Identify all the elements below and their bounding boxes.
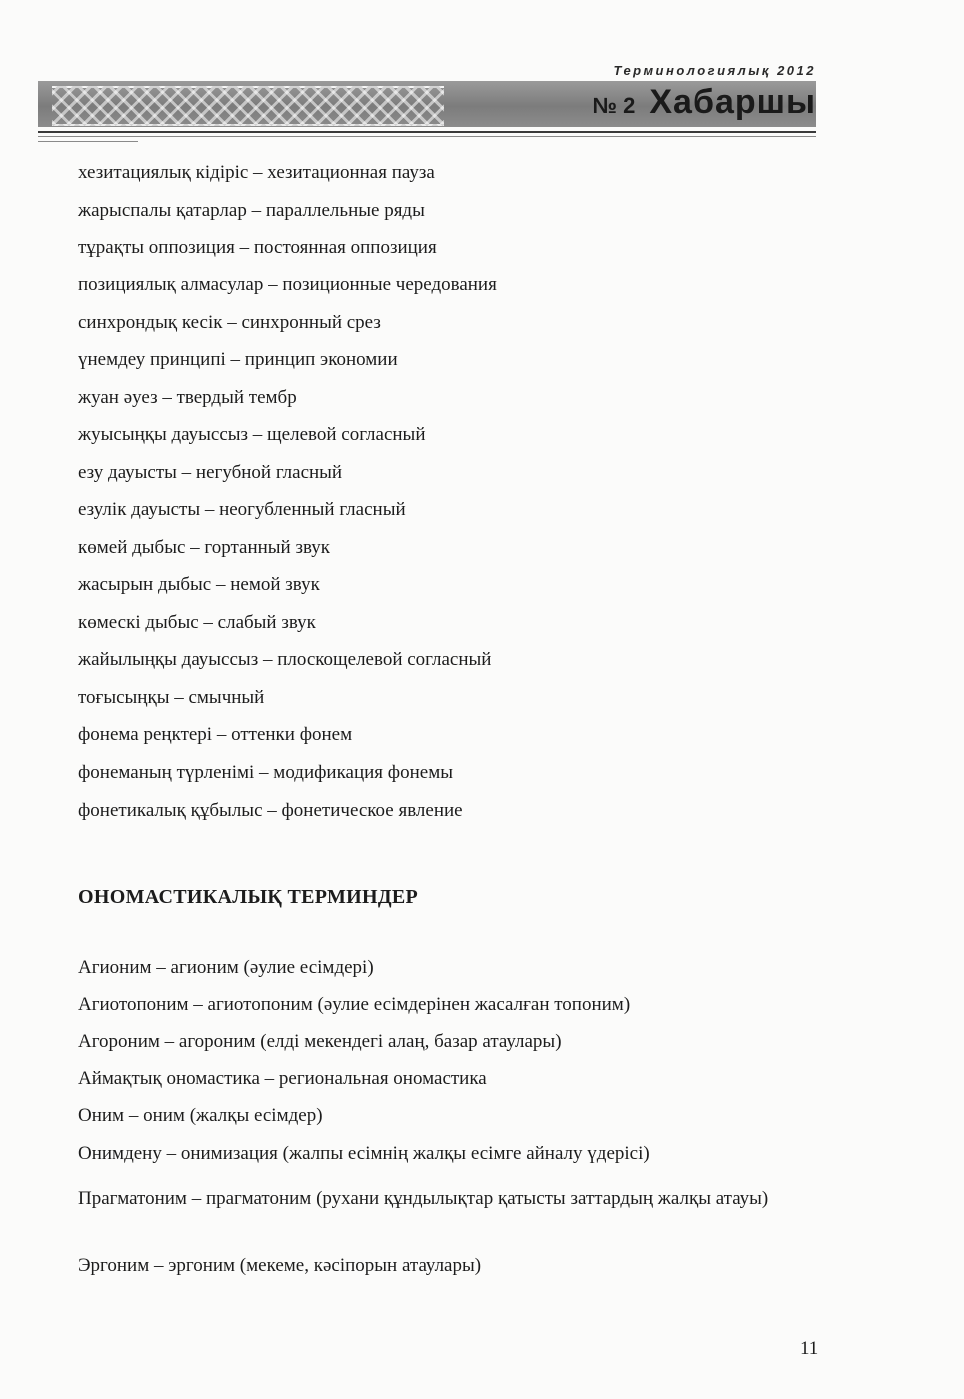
onomastic-item: Агионим – агионим (әулие есімдері) bbox=[78, 957, 374, 978]
term-line: позициялық алмасулар – позиционные чередования bbox=[78, 274, 497, 295]
onomastic-item: Аймақтық ономастика – региональная ономастика bbox=[78, 1068, 487, 1089]
term-line: жуысыңқы дауыссыз – щелевой согласный bbox=[78, 424, 426, 445]
term-line: езу дауысты – негубной гласный bbox=[78, 462, 343, 483]
term-line: фонеманың түрленімі – модификация фонемы bbox=[78, 762, 453, 783]
term-line: тоғысыңқы – смычный bbox=[78, 687, 265, 708]
header-title-block bbox=[592, 83, 816, 122]
term-line: көмей дыбыс – гортанный звук bbox=[78, 537, 331, 558]
header-rule bbox=[38, 131, 816, 133]
term-line: үнемдеу принципі – принцип экономии bbox=[78, 349, 398, 370]
term-line: жарыспалы қатарлар – параллельные ряды bbox=[78, 200, 425, 221]
page-number: 11 bbox=[800, 1338, 819, 1359]
onomastic-item: Оним – оним (жалқы есімдер) bbox=[78, 1105, 323, 1126]
term-line: көмескі дыбыс – слабый звук bbox=[78, 612, 316, 633]
term-line: фонетикалық құбылыс – фонетическое явление bbox=[78, 800, 463, 821]
term-line: жасырын дыбыс – немой звук bbox=[78, 574, 320, 595]
header-rule-thin bbox=[38, 136, 816, 137]
term-line: жуан әуез – твердый тембр bbox=[78, 387, 297, 408]
journal-title: Хабаршы bbox=[649, 83, 816, 121]
onomastic-paragraph: Прагматоним – прагматоним (рухани құндылықтар қатысты заттардың жалқы атауы) bbox=[78, 1188, 769, 1209]
section-heading: ОНОМАСТИКАЛЫҚ ТЕРМИНДЕР bbox=[78, 886, 419, 908]
header-rule-short bbox=[38, 141, 138, 142]
journal-name: Терминологиялық 2012 bbox=[613, 63, 816, 78]
onomastic-item: Онимдену – онимизация (жалпы есімнің жалқы есімге айналу үдерісі) bbox=[78, 1143, 650, 1164]
term-line: хезитациялық кідіріс – хезитационная пауза bbox=[78, 162, 435, 183]
onomastic-item: Эргоним – эргоним (мекеме, кәсіпорын атаулары) bbox=[78, 1255, 482, 1276]
term-line: езулік дауысты – неогубленный гласный bbox=[78, 499, 406, 520]
term-line: жайылыңқы дауыссыз – плоскощелевой согласный bbox=[78, 649, 492, 670]
onomastic-item: Агиотопоним – агиотопоним (әулие есімдерінен жасалған топоним) bbox=[78, 994, 631, 1015]
issue-number: № 2 bbox=[592, 93, 636, 118]
onomastic-item: Агороним – агороним (елді мекендегі алаң, базар атаулары) bbox=[78, 1031, 562, 1052]
ornament-pattern bbox=[52, 86, 444, 126]
term-line: фонема реңктері – оттенки фонем bbox=[78, 724, 353, 745]
term-line: синхрондық кесік – синхронный срез bbox=[78, 312, 381, 333]
term-line: тұрақты оппозиция – постоянная оппозиция bbox=[78, 237, 437, 258]
